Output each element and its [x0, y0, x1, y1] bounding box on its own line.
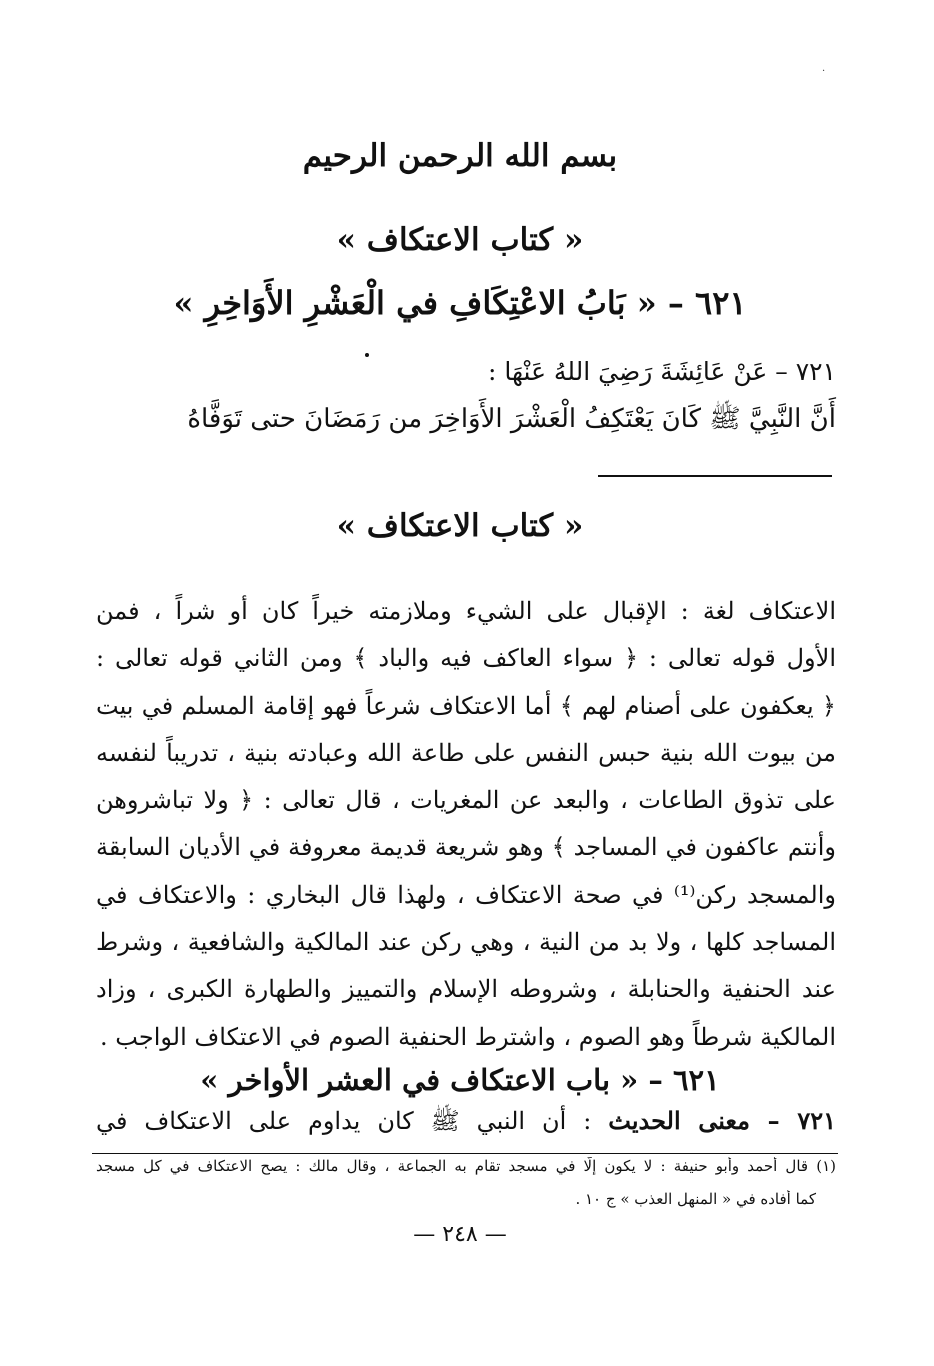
commentary-line: من بيوت الله بنية حبس النفس على طاعة الله وعبادته بنية ، تدريباً لنفسه: [96, 738, 836, 767]
page-number: — ٢٤٨ —: [413, 1222, 507, 1247]
ink-dot: [365, 353, 369, 357]
commentary-line: ﴿ يعكفون على أصنام لهم ﴾ أما الاعتكاف شرعاً فهو إقامة المسلم في بيت: [96, 691, 836, 720]
commentary-line: على تذوق الطاعات ، والبعد عن المغريات ، قال تعالى : ﴿ ولا تباشروهن: [96, 786, 836, 815]
commentary-paragraph: [96, 588, 836, 1061]
commentary-line: وأنتم عاكفون في المساجد ﴾ وهو شريعة قديمة معروفة في الأديان السابقة: [96, 833, 836, 862]
hadith-text: أَنَّ النَّبِيَّ ﷺ كَانَ يَعْتَكِفُ الْعَشْرَ الأَوَاخِرَ من رَمَضَانَ حتى تَوَفَّاهُ: [187, 404, 836, 434]
scan-mark: ·: [822, 66, 826, 77]
footnote-line: كما أفاده في « المنهل العذب » ج ١٠ .: [575, 1190, 816, 1208]
chapter-title-plain: ٦٢١ – « باب الاعتكاف في العشر الأواخر »: [200, 1063, 720, 1097]
commentary-line: المالكية شرطاً وهو الصوم ، واشترط الحنفية الصوم في الاعتكاف الواجب .: [100, 1022, 836, 1051]
hadith-meaning-text: : أن النبي ﷺ كان يداوم على الاعتكاف في: [96, 1107, 609, 1135]
hadith-meaning-line: [96, 1106, 836, 1141]
commentary-line: الأول قوله تعالى : ﴿ سواء العاكف فيه والباد ﴾ ومن الثاني قوله تعالى :: [96, 644, 836, 673]
commentary-line: الاعتكاف لغة : الإقبال على الشيء وملازمته خيراً كان أو شراً ، فمن: [96, 597, 836, 625]
hadith-meaning-label: ٧٢١ – معنى الحديث: [608, 1106, 837, 1135]
book-title-repeat: « كتاب الاعتكاف »: [336, 508, 584, 544]
book-title: « كتاب الاعتكاف »: [336, 222, 584, 258]
commentary-line: عند الحنفية والحنابلة ، وشروطه الإسلام والتمييز والطهارة الكبرى ، وزاد: [96, 975, 836, 1004]
footnote-separator-rule: [92, 1153, 838, 1154]
basmala-heading: بسم الله الرحمن الرحيم: [302, 138, 618, 174]
hadith-separator-rule: [598, 475, 832, 477]
commentary-line: والمسجد ركن⁽¹⁾ في صحة الاعتكاف ، ولهذا قال البخاري : والاعتكاف في: [96, 880, 836, 909]
chapter-title-vowelled: ٦٢١ – « بَابُ الاعْتِكَافِ في الْعَشْرِ الأَوَاخِرِ »: [173, 284, 747, 322]
commentary-line: المساجد كلها ، ولا بد من النية ، وهي ركن عند المالكية والشافعية ، وشرط: [96, 928, 836, 957]
hadith-intro: ٧٢١ – عَنْ عَائِشَةَ رَضِيَ اللهُ عَنْهَا :: [488, 357, 836, 386]
footnote-line: (١) قال أحمد وأبو حنيفة : لا يكون إلّا في مسجد تقام به الجماعة ، وقال مالك : يصح الاعتكاف في كل مسجد: [96, 1157, 836, 1175]
